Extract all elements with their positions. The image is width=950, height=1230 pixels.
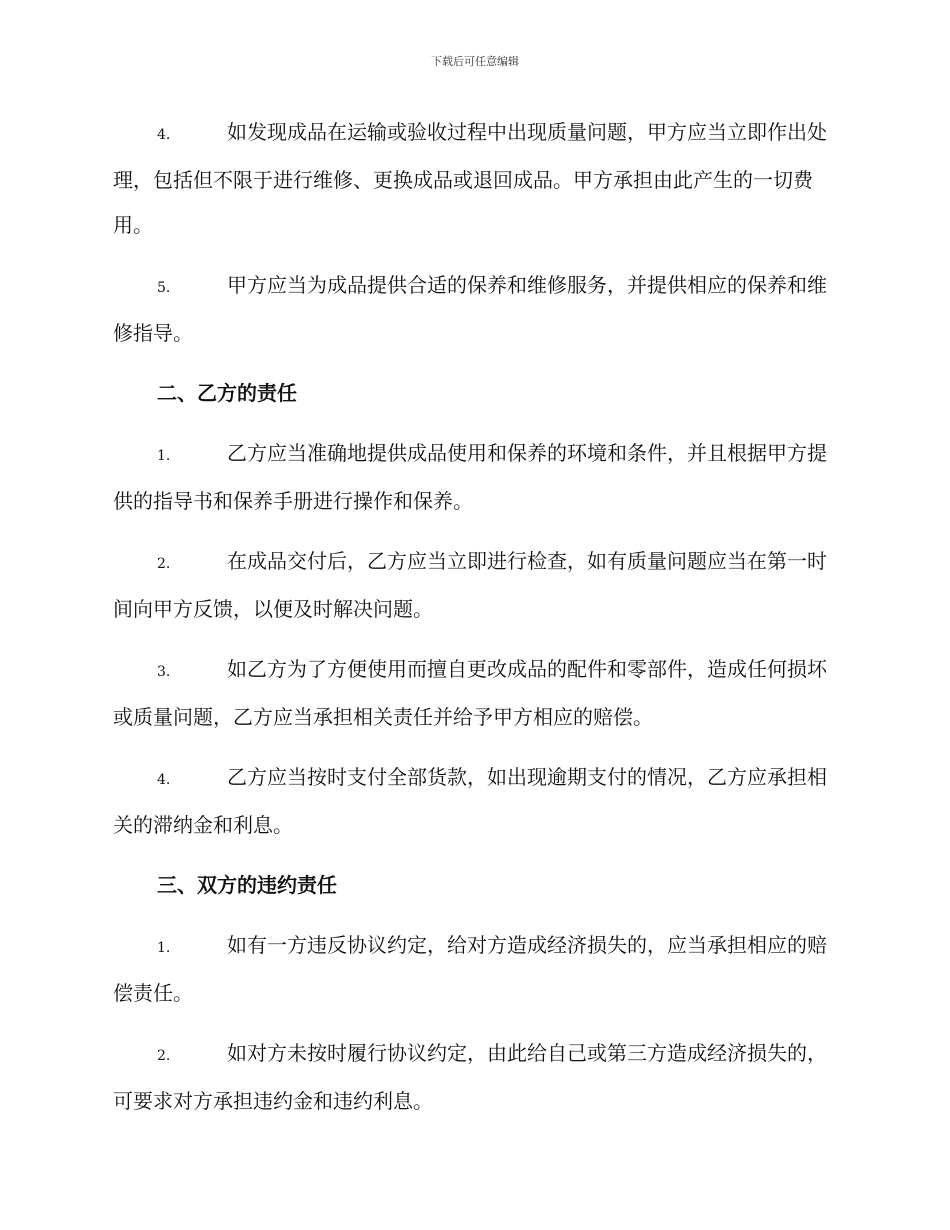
clause-item xyxy=(113,263,837,356)
section-heading: 三、双方的违约责任 xyxy=(157,873,337,897)
clause-number: 4. xyxy=(157,772,171,788)
document-body xyxy=(113,110,837,1139)
clause-number: 5. xyxy=(157,280,171,296)
clause-text: 如对方未按时履行协议约定，由此给自己或第三方造成经济损失的，可要求对方承担违约金和违约利息。 xyxy=(113,1041,827,1113)
clause-number: 2. xyxy=(157,1048,171,1064)
clause-number: 4. xyxy=(157,127,171,143)
clause-text: 乙方应当按时支付全部货款，如出现逾期支付的情况，乙方应承担相关的滞纳金和利息。 xyxy=(113,765,827,837)
clause-item xyxy=(113,1031,837,1124)
clause-item xyxy=(113,923,837,1016)
clause-item xyxy=(113,539,837,632)
clause-item xyxy=(113,755,837,848)
clause-text: 乙方应当准确地提供成品使用和保养的环境和条件，并且根据甲方提供的指导书和保养手册进行操作和保养。 xyxy=(113,441,827,513)
page-header: 下载后可任意编辑 xyxy=(431,55,519,68)
clause-item xyxy=(113,431,837,524)
clause-text: 在成品交付后，乙方应当立即进行检查，如有质量问题应当在第一时间向甲方反馈，以便及时解决问题。 xyxy=(113,549,827,621)
section-heading: 二、乙方的责任 xyxy=(157,381,297,405)
clause-number: 3. xyxy=(157,664,171,680)
clause-item xyxy=(113,110,837,248)
clause-number: 2. xyxy=(157,556,171,572)
clause-text: 甲方应当为成品提供合适的保养和维修服务，并提供相应的保养和维修指导。 xyxy=(113,273,827,345)
clause-number: 1. xyxy=(157,448,171,464)
clause-text: 如发现成品在运输或验收过程中出现质量问题，甲方应当立即作出处理，包括但不限于进行维修、更换成品或退回成品。甲方承担由此产生的一切费用。 xyxy=(113,120,827,237)
clause-number: 1. xyxy=(157,940,171,956)
clause-text: 如有一方违反协议约定，给对方造成经济损失的，应当承担相应的赔偿责任。 xyxy=(113,933,827,1005)
clause-item xyxy=(113,647,837,740)
clause-text: 如乙方为了方便使用而擅自更改成品的配件和零部件，造成任何损坏或质量问题，乙方应当承担相关责任并给予甲方相应的赔偿。 xyxy=(113,657,827,729)
